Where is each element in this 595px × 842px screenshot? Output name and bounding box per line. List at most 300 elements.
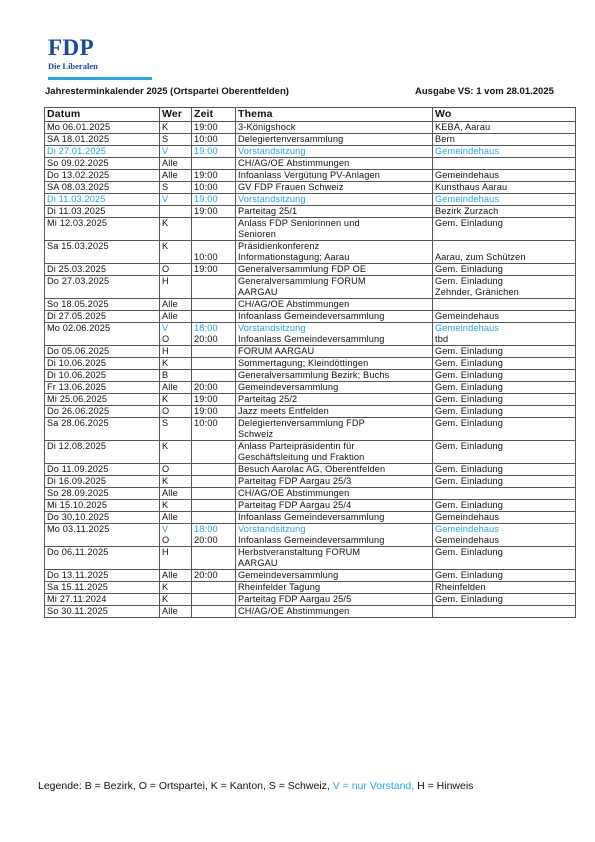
cell-zeit bbox=[192, 512, 236, 524]
cell-line: 19:00 bbox=[194, 122, 218, 132]
cell-line: V bbox=[162, 146, 169, 156]
cell-wer bbox=[160, 512, 192, 524]
cell-zeit bbox=[192, 276, 236, 299]
cell-zeit bbox=[192, 264, 236, 276]
table-row bbox=[45, 488, 576, 500]
cell-wo bbox=[433, 182, 576, 194]
table-row bbox=[45, 582, 576, 594]
cell-line: K bbox=[162, 358, 169, 368]
cell-zeit bbox=[192, 311, 236, 323]
cell-thema bbox=[236, 594, 433, 606]
cell-line: 20:00 bbox=[194, 535, 218, 545]
cell-thema bbox=[236, 464, 433, 476]
cell-thema bbox=[236, 311, 433, 323]
legend-hint-text: H = Hinweis bbox=[414, 780, 474, 792]
cell-line: O bbox=[162, 535, 170, 545]
cell-datum bbox=[45, 158, 160, 170]
cell-line: Kunsthaus Aarau bbox=[435, 182, 508, 192]
cell-datum bbox=[45, 218, 160, 241]
cell-line: AARGAU bbox=[238, 287, 278, 297]
cell-line: Gem. Einladung bbox=[435, 370, 503, 380]
table-row bbox=[45, 346, 576, 358]
cell-thema bbox=[236, 241, 433, 264]
cell-wer bbox=[160, 276, 192, 299]
cell-line: Gem. Einladung bbox=[435, 406, 503, 416]
cell-line: V bbox=[162, 524, 169, 534]
cell-line bbox=[435, 488, 573, 499]
cell-line: Gemeindehaus bbox=[435, 194, 500, 204]
cell-datum bbox=[45, 311, 160, 323]
cell-line: Bern bbox=[435, 134, 456, 144]
cell-wer bbox=[160, 488, 192, 500]
cell-line: Parteitag FDP Aargau 25/4 bbox=[238, 500, 352, 510]
cell-zeit bbox=[192, 547, 236, 570]
cell-line: H bbox=[162, 346, 169, 356]
cell-zeit bbox=[192, 299, 236, 311]
cell-wo bbox=[433, 206, 576, 218]
cell-line: V bbox=[162, 323, 169, 333]
cell-line: Gemeindehaus bbox=[435, 323, 500, 333]
legend-text: Legende: B = Bezirk, O = Ortspartei, K = Kanton, S = Schweiz, bbox=[38, 780, 333, 792]
cell-zeit bbox=[192, 488, 236, 500]
cell-wer bbox=[160, 464, 192, 476]
document-title: Jahresterminkalender 2025 (Ortspartei Oberentfelden) bbox=[45, 86, 289, 97]
cell-line bbox=[194, 500, 233, 511]
cell-line: Alle bbox=[162, 158, 178, 168]
cell-thema bbox=[236, 406, 433, 418]
calendar-table bbox=[44, 107, 576, 618]
table-row bbox=[45, 606, 576, 618]
cell-wer bbox=[160, 582, 192, 594]
cell-thema bbox=[236, 547, 433, 570]
cell-line: Rheinfelden bbox=[435, 582, 486, 592]
logo-tagline: Die Liberalen bbox=[48, 61, 98, 71]
cell-line: Mo 02.06.2025 bbox=[47, 323, 111, 333]
cell-datum bbox=[45, 464, 160, 476]
cell-line: Präsidienkonferenz bbox=[238, 241, 320, 251]
table-row bbox=[45, 570, 576, 582]
table-row bbox=[45, 594, 576, 606]
cell-line bbox=[162, 206, 189, 217]
cell-line: Vorstandsitzung bbox=[238, 194, 306, 204]
cell-zeit bbox=[192, 570, 236, 582]
cell-thema bbox=[236, 488, 433, 500]
cell-zeit bbox=[192, 146, 236, 158]
table-row bbox=[45, 323, 576, 346]
cell-wer bbox=[160, 406, 192, 418]
cell-datum bbox=[45, 134, 160, 146]
cell-line: Delegiertenversammlung FDP bbox=[238, 418, 365, 428]
cell-line: 19:00 bbox=[194, 406, 218, 416]
cell-thema bbox=[236, 512, 433, 524]
cell-line: Mo 03.11.2025 bbox=[47, 524, 110, 534]
cell-wo bbox=[433, 194, 576, 206]
cell-thema bbox=[236, 323, 433, 346]
cell-zeit bbox=[192, 241, 236, 264]
table-row bbox=[45, 194, 576, 206]
cell-line: CH/AG/OE Abstimmungen bbox=[238, 606, 350, 616]
cell-wo bbox=[433, 547, 576, 570]
cell-line: Di 27.05.2025 bbox=[47, 311, 107, 321]
cell-zeit bbox=[192, 122, 236, 134]
cell-wo bbox=[433, 382, 576, 394]
cell-wer bbox=[160, 146, 192, 158]
cell-wer bbox=[160, 382, 192, 394]
cell-datum bbox=[45, 194, 160, 206]
cell-line: Schweiz bbox=[238, 429, 274, 439]
cell-wer bbox=[160, 524, 192, 547]
cell-line: Infoanlass Gemeindeversammlung bbox=[238, 535, 385, 545]
cell-zeit bbox=[192, 606, 236, 618]
cell-thema bbox=[236, 606, 433, 618]
cell-datum bbox=[45, 500, 160, 512]
cell-line: O bbox=[162, 464, 170, 474]
column-header-wo: Wo bbox=[433, 108, 576, 122]
cell-line: K bbox=[162, 441, 169, 451]
cell-thema bbox=[236, 570, 433, 582]
table-row bbox=[45, 358, 576, 370]
cell-line: Delegiertenversammlung bbox=[238, 134, 344, 144]
column-header-zeit: Zeit bbox=[192, 108, 236, 122]
cell-line: Gemeindeversammlung bbox=[238, 570, 339, 580]
cell-line: Do 27.03.2025 bbox=[47, 276, 110, 286]
cell-line: S bbox=[162, 134, 169, 144]
cell-line: Sommertagung; Kleindöttingen bbox=[238, 358, 369, 368]
cell-zeit bbox=[192, 441, 236, 464]
cell-line: Gemeindeversammlung bbox=[238, 382, 339, 392]
cell-wer bbox=[160, 170, 192, 182]
cell-datum bbox=[45, 594, 160, 606]
cell-line: Gemeindehaus bbox=[435, 512, 500, 522]
cell-thema bbox=[236, 370, 433, 382]
cell-wer bbox=[160, 182, 192, 194]
cell-datum bbox=[45, 582, 160, 594]
cell-wer bbox=[160, 418, 192, 441]
cell-line: Gem. Einladung bbox=[435, 218, 503, 228]
cell-line bbox=[435, 606, 573, 617]
cell-line bbox=[194, 299, 233, 310]
cell-line: Gem. Einladung bbox=[435, 264, 503, 274]
cell-datum bbox=[45, 512, 160, 524]
cell-wer bbox=[160, 476, 192, 488]
cell-line: Sa 15.11.2025 bbox=[47, 582, 109, 592]
cell-line: Gem. Einladung bbox=[435, 418, 503, 428]
cell-line: Generalversammlung FDP OE bbox=[238, 264, 367, 274]
cell-line: K bbox=[162, 218, 169, 228]
cell-line: Alle bbox=[162, 170, 178, 180]
cell-datum bbox=[45, 346, 160, 358]
cell-line: Jazz meets Entfelden bbox=[238, 406, 329, 416]
cell-zeit bbox=[192, 370, 236, 382]
cell-line: Gemeindehaus bbox=[435, 535, 500, 545]
cell-wo bbox=[433, 594, 576, 606]
cell-thema bbox=[236, 218, 433, 241]
cell-line: Gem. Einladung bbox=[435, 276, 503, 286]
cell-datum bbox=[45, 170, 160, 182]
cell-line: Do 11.09.2025 bbox=[47, 464, 109, 474]
cell-line: Mi 25.06.2025 bbox=[47, 394, 108, 404]
cell-wo bbox=[433, 311, 576, 323]
cell-thema bbox=[236, 476, 433, 488]
cell-thema bbox=[236, 358, 433, 370]
cell-line: Di 12.08.2025 bbox=[47, 441, 107, 451]
cell-thema bbox=[236, 382, 433, 394]
cell-wo bbox=[433, 276, 576, 299]
cell-line: K bbox=[162, 122, 169, 132]
cell-line: So 28.09.2025 bbox=[47, 488, 109, 498]
cell-wo bbox=[433, 241, 576, 264]
cell-line: K bbox=[162, 476, 169, 486]
cell-line: Di 25.03.2025 bbox=[47, 264, 107, 274]
cell-line: Do 30.10.2025 bbox=[47, 512, 110, 522]
cell-line: K bbox=[162, 594, 169, 604]
cell-wo bbox=[433, 122, 576, 134]
cell-line bbox=[194, 464, 233, 475]
cell-datum bbox=[45, 370, 160, 382]
document-edition: Ausgabe VS: 1 vom 28.01.2025 bbox=[415, 86, 554, 97]
table-row bbox=[45, 464, 576, 476]
cell-line: 19:00 bbox=[194, 194, 218, 204]
cell-line: Infoanlass Gemeindeversammlung bbox=[238, 512, 385, 522]
cell-line: So 09.02.2025 bbox=[47, 158, 109, 168]
cell-line bbox=[194, 276, 233, 287]
cell-thema bbox=[236, 182, 433, 194]
cell-line: K bbox=[162, 582, 169, 592]
cell-line: Di 11.03.2025 bbox=[47, 194, 106, 204]
cell-thema bbox=[236, 276, 433, 299]
cell-datum bbox=[45, 241, 160, 264]
cell-wo bbox=[433, 146, 576, 158]
cell-zeit bbox=[192, 206, 236, 218]
cell-zeit bbox=[192, 406, 236, 418]
legend bbox=[38, 780, 473, 792]
cell-zeit bbox=[192, 524, 236, 547]
cell-line: Anlass FDP Seniorinnen und bbox=[238, 218, 360, 228]
cell-line: B bbox=[162, 370, 169, 380]
cell-line: 19:00 bbox=[194, 146, 218, 156]
table-row bbox=[45, 394, 576, 406]
cell-line bbox=[194, 241, 233, 252]
cell-thema bbox=[236, 146, 433, 158]
cell-line bbox=[194, 606, 233, 617]
cell-zeit bbox=[192, 594, 236, 606]
cell-wo bbox=[433, 512, 576, 524]
cell-line: Alle bbox=[162, 488, 178, 498]
cell-datum bbox=[45, 206, 160, 218]
cell-line: Di 10.06.2025 bbox=[47, 370, 107, 380]
cell-line bbox=[194, 441, 233, 452]
cell-wo bbox=[433, 218, 576, 241]
cell-zeit bbox=[192, 476, 236, 488]
cell-line: Gem. Einladung bbox=[435, 500, 503, 510]
cell-line: Informationstagung; Aarau bbox=[238, 252, 350, 262]
table-row bbox=[45, 524, 576, 547]
cell-zeit bbox=[192, 182, 236, 194]
table-row bbox=[45, 500, 576, 512]
cell-line: Mi 27.11.2024 bbox=[47, 594, 107, 604]
cell-line: H bbox=[162, 547, 169, 557]
cell-line: FORUM AARGAU bbox=[238, 346, 315, 356]
cell-wer bbox=[160, 323, 192, 346]
cell-datum bbox=[45, 146, 160, 158]
cell-datum bbox=[45, 182, 160, 194]
cell-zeit bbox=[192, 394, 236, 406]
cell-line: K bbox=[162, 500, 169, 510]
cell-datum bbox=[45, 524, 160, 547]
cell-line: 18:00 bbox=[194, 524, 218, 534]
cell-wer bbox=[160, 134, 192, 146]
cell-line bbox=[194, 594, 233, 605]
cell-line: Gemeindehaus bbox=[435, 170, 500, 180]
table-row bbox=[45, 158, 576, 170]
cell-wer bbox=[160, 346, 192, 358]
cell-line: Generalversammlung Bezirk; Buchs bbox=[238, 370, 390, 380]
cell-wer bbox=[160, 358, 192, 370]
cell-thema bbox=[236, 441, 433, 464]
cell-zeit bbox=[192, 382, 236, 394]
cell-line: SA 18.01.2025 bbox=[47, 134, 110, 144]
cell-line: V bbox=[162, 194, 169, 204]
cell-line: Do 06.11.2025 bbox=[47, 547, 109, 557]
cell-datum bbox=[45, 488, 160, 500]
cell-wo bbox=[433, 476, 576, 488]
cell-datum bbox=[45, 122, 160, 134]
cell-line: Sa 15.03.2025 bbox=[47, 241, 109, 251]
logo-underline bbox=[48, 77, 152, 80]
cell-wer bbox=[160, 158, 192, 170]
table-row bbox=[45, 182, 576, 194]
calendar-body bbox=[45, 122, 576, 618]
cell-line: Gem. Einladung bbox=[435, 594, 503, 604]
cell-datum bbox=[45, 476, 160, 488]
cell-wo bbox=[433, 170, 576, 182]
cell-line: Parteitag 25/1 bbox=[238, 206, 298, 216]
cell-line: Gem. Einladung bbox=[435, 441, 503, 451]
column-header-datum: Datum bbox=[45, 108, 160, 122]
cell-wo bbox=[433, 606, 576, 618]
cell-line bbox=[435, 299, 573, 310]
table-row bbox=[45, 218, 576, 241]
cell-line: 10:00 bbox=[194, 252, 218, 262]
table-row bbox=[45, 276, 576, 299]
cell-wer bbox=[160, 218, 192, 241]
cell-line: AARGAU bbox=[238, 558, 278, 568]
cell-zeit bbox=[192, 170, 236, 182]
cell-thema bbox=[236, 582, 433, 594]
cell-datum bbox=[45, 299, 160, 311]
cell-line bbox=[194, 582, 233, 593]
cell-thema bbox=[236, 394, 433, 406]
cell-thema bbox=[236, 170, 433, 182]
cell-wo bbox=[433, 346, 576, 358]
cell-line bbox=[194, 158, 233, 169]
cell-line: Gemeindehaus bbox=[435, 524, 500, 534]
cell-datum bbox=[45, 323, 160, 346]
cell-line: Di 16.09.2025 bbox=[47, 476, 107, 486]
cell-wer bbox=[160, 299, 192, 311]
cell-line bbox=[194, 547, 233, 558]
cell-wo bbox=[433, 370, 576, 382]
cell-line bbox=[435, 241, 573, 252]
cell-line: Rheinfelder Tagung bbox=[238, 582, 321, 592]
table-row bbox=[45, 441, 576, 464]
table-row bbox=[45, 512, 576, 524]
cell-wer bbox=[160, 547, 192, 570]
table-row bbox=[45, 146, 576, 158]
cell-line: So 30.11.2025 bbox=[47, 606, 109, 616]
table-row bbox=[45, 134, 576, 146]
cell-line: Generalversammlung FORUM bbox=[238, 276, 366, 286]
cell-wer bbox=[160, 570, 192, 582]
cell-line: Do 13.11.2025 bbox=[47, 570, 109, 580]
cell-wer bbox=[160, 606, 192, 618]
cell-line: Gemeindehaus bbox=[435, 311, 500, 321]
cell-line: S bbox=[162, 182, 169, 192]
cell-line: 19:00 bbox=[194, 394, 218, 404]
cell-line: Infoanlass Gemeindeversammlung bbox=[238, 311, 385, 321]
cell-line: 10:00 bbox=[194, 418, 218, 428]
cell-wo bbox=[433, 394, 576, 406]
cell-wo bbox=[433, 418, 576, 441]
cell-datum bbox=[45, 547, 160, 570]
cell-line bbox=[194, 512, 233, 523]
table-row bbox=[45, 418, 576, 441]
table-row bbox=[45, 406, 576, 418]
cell-wer bbox=[160, 206, 192, 218]
cell-line: Fr 13.06.2025 bbox=[47, 382, 107, 392]
cell-line: Parteitag FDP Aargau 25/3 bbox=[238, 476, 352, 486]
cell-line: Vorstandsitzung bbox=[238, 323, 306, 333]
cell-thema bbox=[236, 299, 433, 311]
cell-wo bbox=[433, 158, 576, 170]
cell-wo bbox=[433, 500, 576, 512]
cell-line: So 18.05.2025 bbox=[47, 299, 109, 309]
cell-line bbox=[435, 158, 573, 169]
cell-datum bbox=[45, 418, 160, 441]
cell-line: Gem. Einladung bbox=[435, 547, 503, 557]
cell-line: O bbox=[162, 406, 170, 416]
cell-wo bbox=[433, 570, 576, 582]
cell-line: Besuch Aarolac AG, Oberentfelden bbox=[238, 464, 386, 474]
table-row bbox=[45, 299, 576, 311]
cell-zeit bbox=[192, 323, 236, 346]
cell-zeit bbox=[192, 158, 236, 170]
cell-line: Herbstveranstaltung FORUM bbox=[238, 547, 361, 557]
cell-zeit bbox=[192, 418, 236, 441]
cell-line bbox=[194, 218, 233, 229]
cell-line: Mi 12.03.2025 bbox=[47, 218, 108, 228]
table-row bbox=[45, 122, 576, 134]
cell-line: Do 05.06.2025 bbox=[47, 346, 110, 356]
cell-line: Infoanlass Vergütung PV-Anlagen bbox=[238, 170, 381, 180]
cell-wer bbox=[160, 122, 192, 134]
cell-line: Alle bbox=[162, 299, 178, 309]
cell-line: Senioren bbox=[238, 229, 276, 239]
cell-line: K bbox=[162, 394, 169, 404]
column-header-thema: Thema bbox=[236, 108, 433, 122]
cell-zeit bbox=[192, 134, 236, 146]
cell-wo bbox=[433, 299, 576, 311]
cell-line: Alle bbox=[162, 311, 178, 321]
cell-line bbox=[194, 346, 233, 357]
cell-line: Alle bbox=[162, 606, 178, 616]
cell-line: 20:00 bbox=[194, 382, 218, 392]
cell-line: SA 08.03.2025 bbox=[47, 182, 110, 192]
cell-line: 19:00 bbox=[194, 264, 218, 274]
cell-datum bbox=[45, 358, 160, 370]
cell-line: 20:00 bbox=[194, 334, 218, 344]
table-row bbox=[45, 476, 576, 488]
